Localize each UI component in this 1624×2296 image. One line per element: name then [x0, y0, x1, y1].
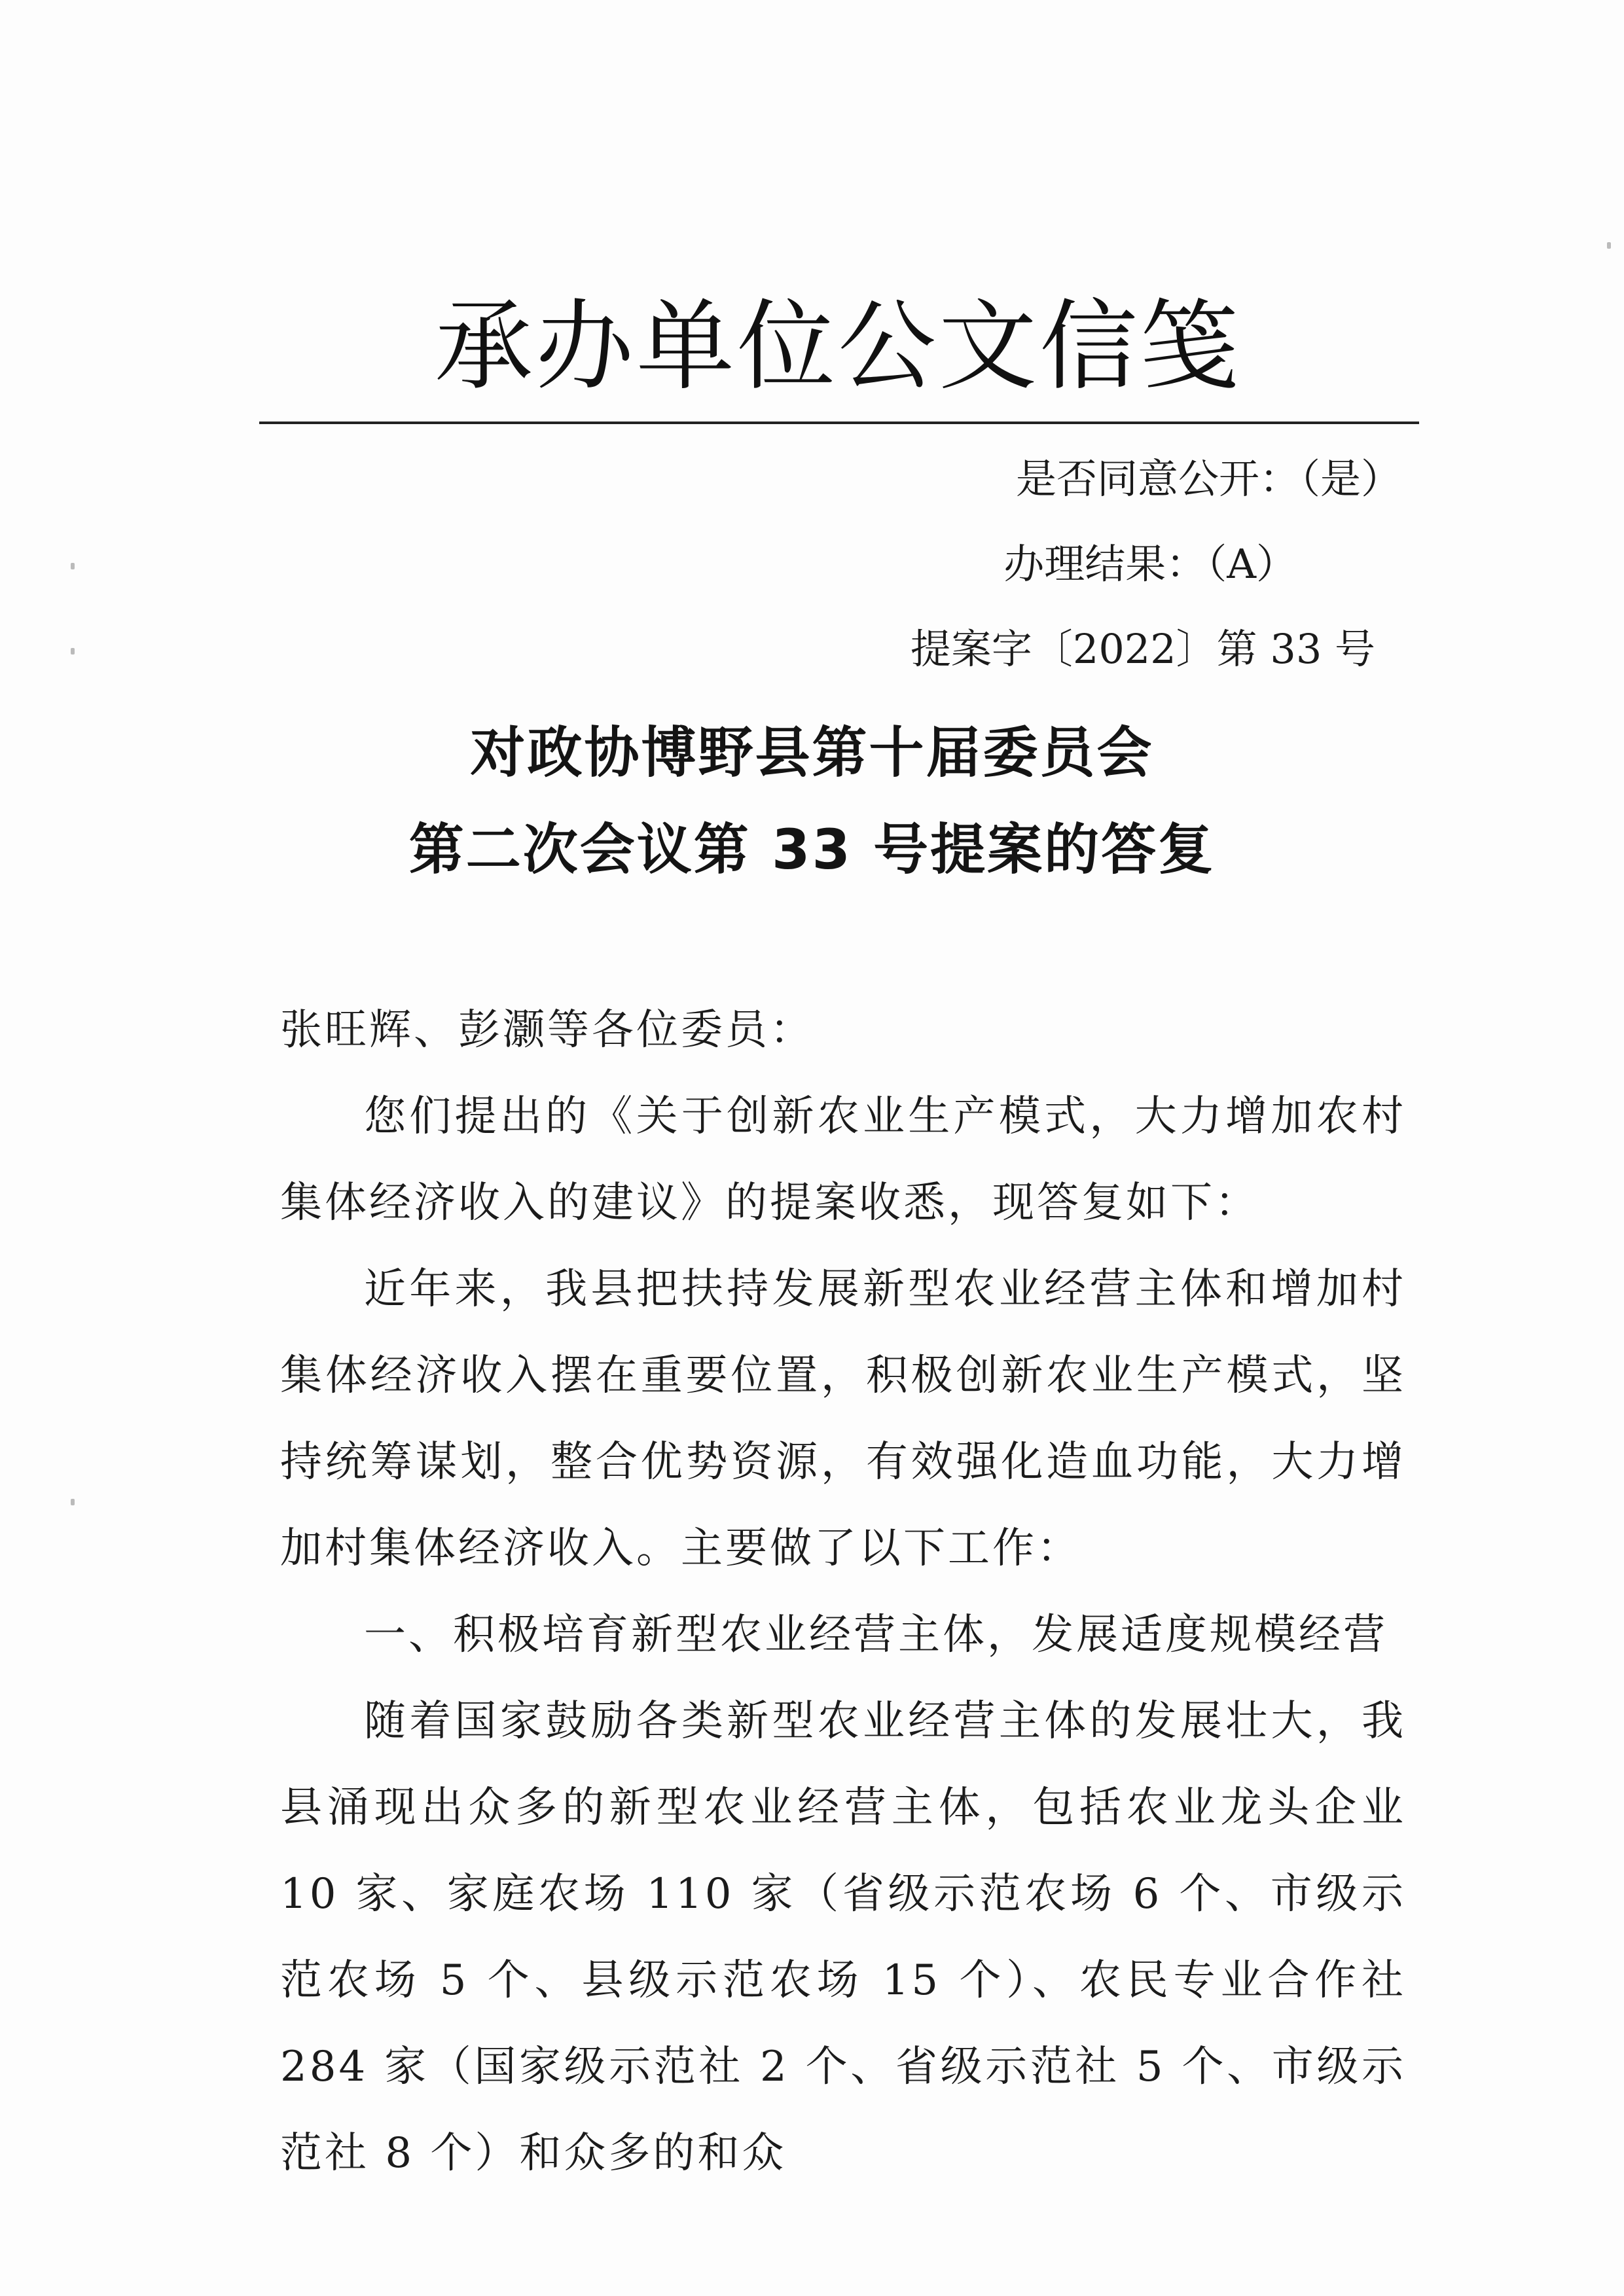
body-paragraph-2: 近年来，我县把扶持发展新型农业经营主体和增加村集体经济收入摆在重要位置，积极创新农业生产模式，坚持统筹谋划，整合优势资源，有效强化造血功能，大力增加村集体经济收入。主要做了以下工作： [280, 1265, 1406, 1573]
proposal-number-line: 提案字〔2022〕第 33 号 [910, 625, 1375, 673]
document-title-line-2: 第二次会议第 33 号提案的答复 [408, 817, 1216, 882]
letterhead-title: 承办单位公文信笺 [434, 290, 1241, 404]
salutation: 张旺辉、彭灏等各位委员： [280, 1006, 814, 1054]
document-title-line-1: 对政协博野县第十届委员会 [470, 721, 1154, 785]
body-paragraph-3: 随着国家鼓励各类新型农业经营主体的发展壮大，我县涌现出众多的新型农业经营主体，包括农业龙头企业 10 家、家庭农场 110 家（省级示范农场 6 个、市级示范农场 5 个、县级示范农场 15 个）、农民专业合作社 284 家（国家级示范社 2 个、省级示范社 5 个、市级示范社 8 个）和众多的和众 [280, 1697, 1406, 2178]
scan-speck [71, 563, 75, 569]
letterhead-divider [259, 422, 1419, 424]
public-consent-line: 是否同意公开：（是） [1015, 455, 1401, 503]
scan-speck [1607, 242, 1611, 249]
body-paragraph-1: 您们提出的《关于创新农业生产模式，大力增加农村集体经济收入的建议》的提案收悉，现答复如下： [280, 1092, 1406, 1227]
scan-speck [71, 1499, 75, 1505]
section-heading-1: 一、积极培育新型农业经营主体，发展适度规模经营 [364, 1611, 1388, 1659]
handling-result-line: 办理结果：（A） [1003, 540, 1297, 588]
letter-body [280, 987, 1406, 2197]
scan-speck [71, 648, 75, 655]
